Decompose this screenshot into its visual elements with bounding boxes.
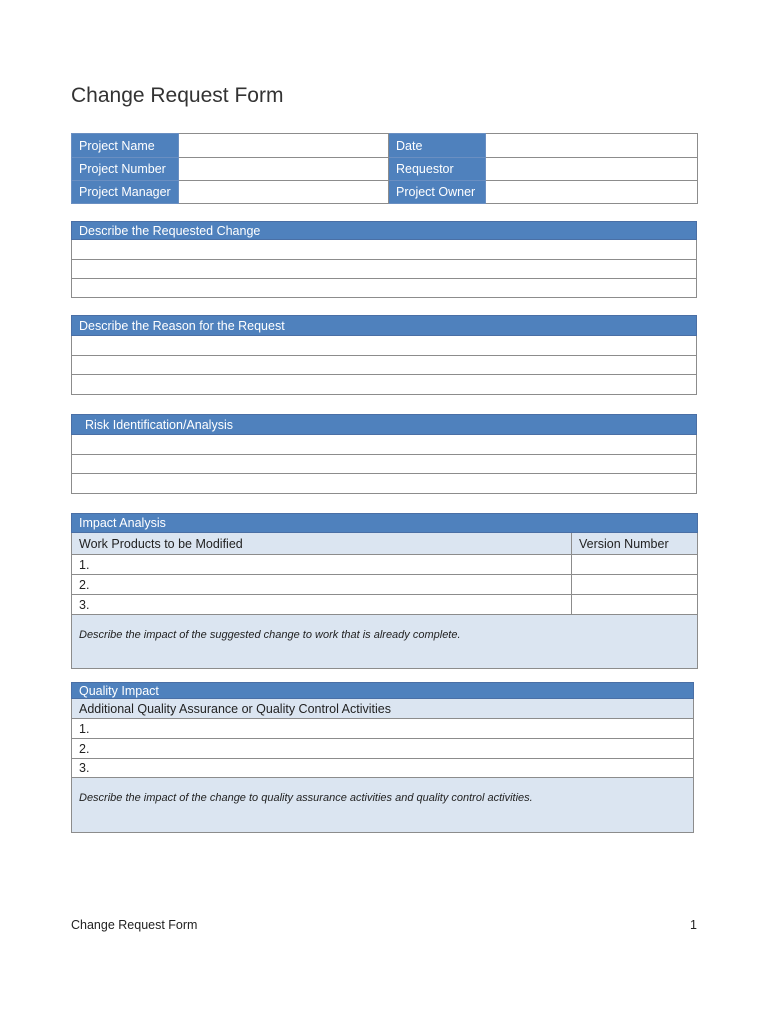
reason-line[interactable] xyxy=(72,356,697,375)
quality-item[interactable]: 3. xyxy=(72,759,694,778)
risk-table xyxy=(71,414,697,494)
version-number-field[interactable] xyxy=(572,555,698,575)
version-number-field[interactable] xyxy=(572,575,698,595)
requested-change-header: Describe the Requested Change xyxy=(72,222,697,240)
reason-table xyxy=(71,315,697,395)
project-info-table xyxy=(71,133,698,204)
date-field[interactable] xyxy=(486,134,698,158)
version-number-field[interactable] xyxy=(572,595,698,615)
requested-change-table xyxy=(71,221,697,298)
quality-header: Quality Impact xyxy=(72,683,694,699)
project-owner-label: Project Owner xyxy=(389,181,486,204)
quality-item[interactable]: 2. xyxy=(72,739,694,759)
work-products-column-header: Work Products to be Modified xyxy=(72,533,572,555)
risk-line[interactable] xyxy=(72,455,697,474)
project-name-label: Project Name xyxy=(72,134,179,158)
project-manager-label: Project Manager xyxy=(72,181,179,204)
risk-line[interactable] xyxy=(72,435,697,455)
work-product-item[interactable]: 3. xyxy=(72,595,572,615)
project-owner-field[interactable] xyxy=(486,181,698,204)
work-product-item[interactable]: 1. xyxy=(72,555,572,575)
impact-description[interactable]: Describe the impact of the suggested change to work that is already complete. xyxy=(72,615,698,669)
work-product-item[interactable]: 2. xyxy=(72,575,572,595)
requestor-label: Requestor xyxy=(389,158,486,181)
date-label: Date xyxy=(389,134,486,158)
project-number-field[interactable] xyxy=(179,158,389,181)
quality-subheader: Additional Quality Assurance or Quality Control Activities xyxy=(72,699,694,719)
requested-change-line[interactable] xyxy=(72,279,697,298)
risk-header: Risk Identification/Analysis xyxy=(72,415,697,435)
requested-change-line[interactable] xyxy=(72,260,697,279)
reason-line[interactable] xyxy=(72,375,697,395)
requestor-field[interactable] xyxy=(486,158,698,181)
page-title: Change Request Form xyxy=(71,84,284,107)
project-name-field[interactable] xyxy=(179,134,389,158)
version-number-column-header: Version Number xyxy=(572,533,698,555)
requested-change-line[interactable] xyxy=(72,240,697,260)
risk-line[interactable] xyxy=(72,474,697,494)
page-number: 1 xyxy=(690,918,697,932)
project-manager-field[interactable] xyxy=(179,181,389,204)
quality-impact-table xyxy=(71,682,694,833)
project-number-label: Project Number xyxy=(72,158,179,181)
footer-title: Change Request Form xyxy=(71,918,198,932)
quality-description[interactable]: Describe the impact of the change to quality assurance activities and quality control activities. xyxy=(72,778,694,833)
quality-item[interactable]: 1. xyxy=(72,719,694,739)
reason-header: Describe the Reason for the Request xyxy=(72,316,697,336)
reason-line[interactable] xyxy=(72,336,697,356)
impact-header: Impact Analysis xyxy=(72,514,698,533)
impact-analysis-table xyxy=(71,513,698,669)
